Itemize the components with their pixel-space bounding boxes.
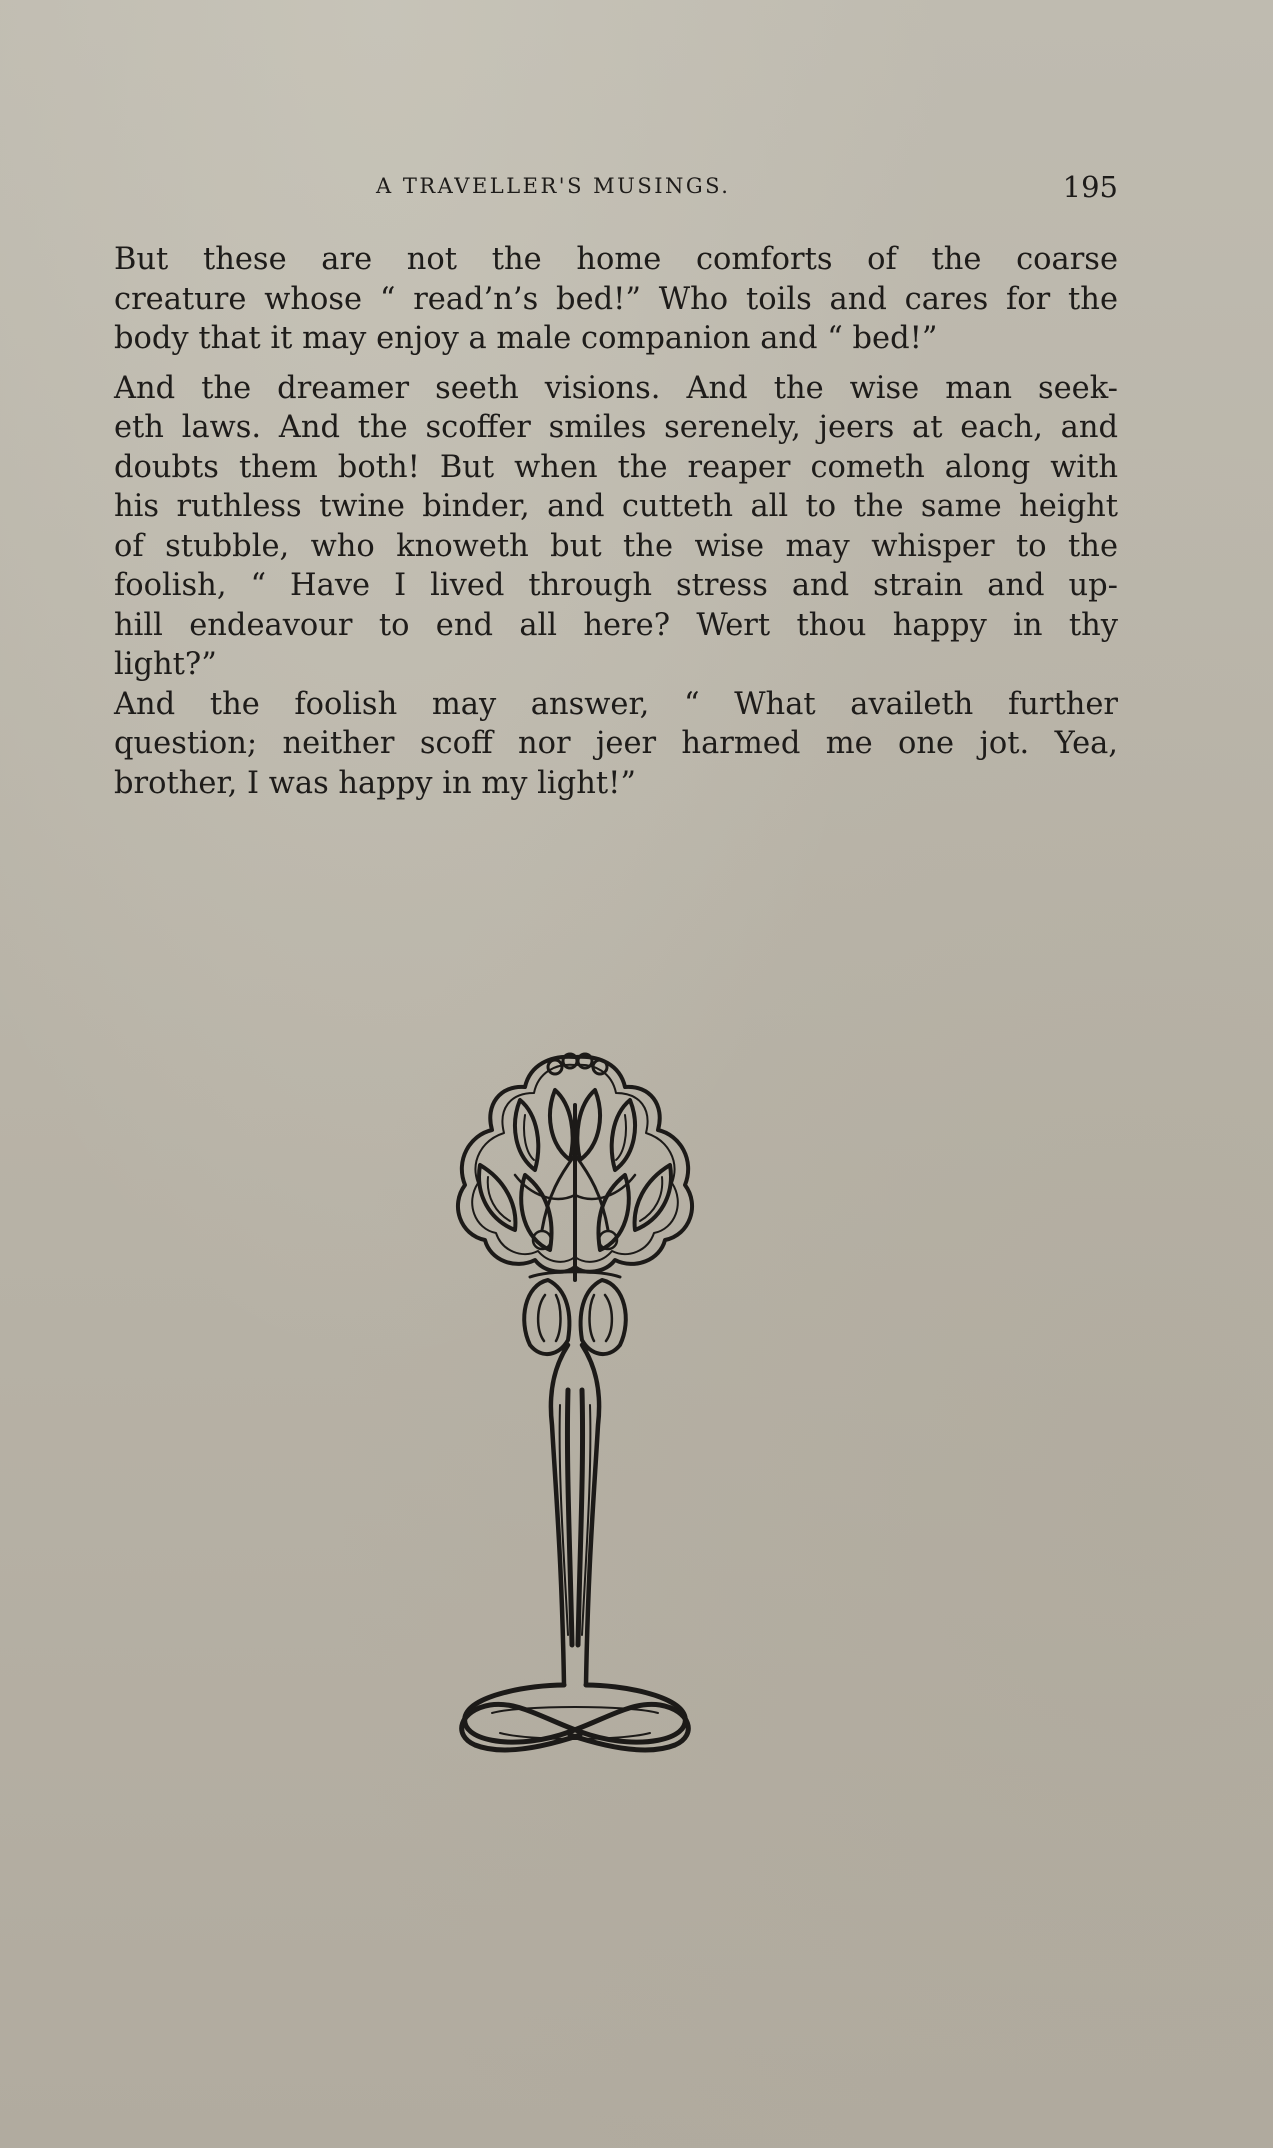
paragraph-2: [36, 369, 1118, 685]
text-line: his ruthless twine binder, and cutteth all to the same height: [114, 489, 1118, 524]
text-line: hill endeavour to end all here? Wert thou happy in thy: [114, 607, 1118, 643]
paragraph-1: [36, 240, 1118, 359]
text-line: And the foolish may answer, “ What availeth further: [114, 686, 1118, 722]
text-line: body that it may enjoy a male companion and “ bed!”: [114, 321, 938, 356]
text-line: light?”: [114, 647, 217, 682]
text-line: question; neither scoff nor jeer harmed me one jot. Yea,: [114, 726, 1118, 761]
page-number: 195: [1062, 170, 1118, 204]
body-text: [36, 240, 1118, 803]
text-line: foolish, “ Have I lived through stress and strain and up-: [114, 568, 1118, 603]
text-line: But these are not the home comforts of the coarse: [114, 242, 1118, 277]
running-title: A TRAVELLER'S MUSINGS.: [376, 174, 731, 198]
text-line: creature whose “ read’n’s bed!” Who toils and cares for the: [114, 281, 1118, 317]
text-line: doubts them both! But when the reaper cometh along with: [114, 449, 1118, 485]
text-line: eth laws. And the scoffer smiles serenely, jeers at each, and: [114, 410, 1118, 445]
running-head: [36, 170, 1118, 210]
text-line: brother, I was happy in my light!”: [114, 765, 636, 801]
paragraph-3: [36, 685, 1118, 804]
celtic-tree-ornament-icon: [430, 1045, 720, 1765]
text-line: of stubble, who knoweth but the wise may whisper to the: [114, 528, 1118, 564]
text-line: And the dreamer seeth visions. And the wise man seek-: [114, 370, 1118, 406]
